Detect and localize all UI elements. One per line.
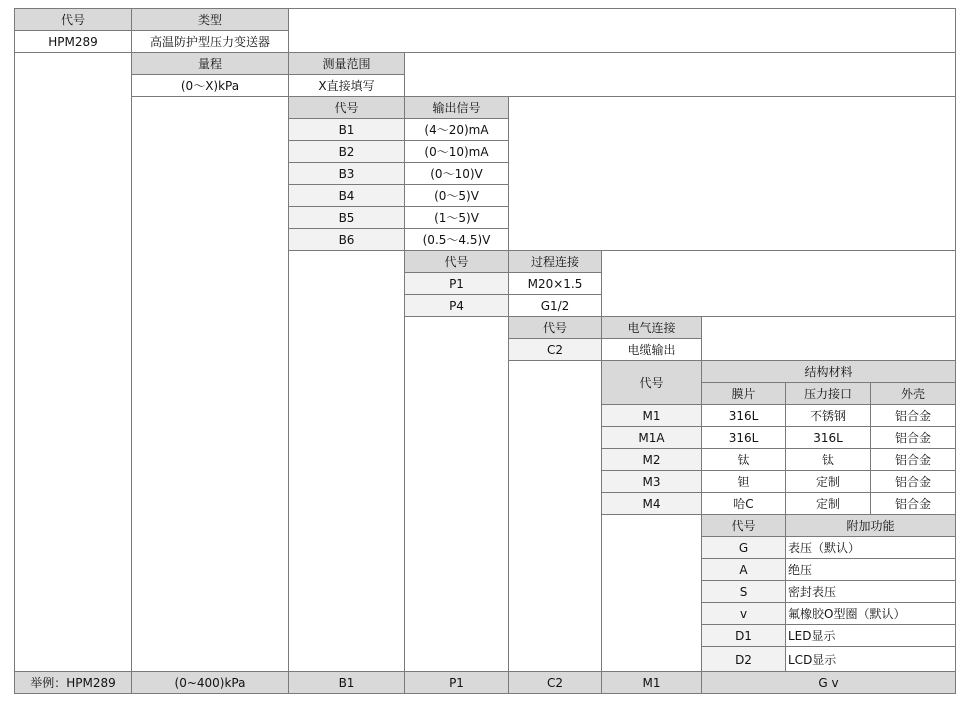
output-code-header: 代号 [288, 96, 405, 119]
output-code: B6 [288, 228, 405, 251]
empty-cell [288, 8, 956, 53]
pressure-port-header: 压力接口 [785, 382, 871, 405]
function-code-header: 代号 [701, 514, 786, 537]
output-code: B3 [288, 162, 405, 185]
process-code: P1 [404, 272, 509, 295]
diaphragm-value: 哈C [701, 492, 786, 515]
empty-cell [508, 96, 956, 251]
housing-header: 外壳 [870, 382, 956, 405]
output-signal: (0.5～4.5)V [404, 228, 509, 251]
empty-cell [601, 514, 702, 672]
material-code-header: 代号 [601, 360, 702, 405]
electrical-code-header: 代号 [508, 316, 602, 339]
electrical-conn: 电缆输出 [601, 338, 702, 361]
output-signal: (1～5)V [404, 206, 509, 229]
electrical-conn-header: 电气连接 [601, 316, 702, 339]
range-value: (0～X)kPa [131, 74, 289, 97]
material-code: M4 [601, 492, 702, 515]
pressure-port-value: 定制 [785, 492, 871, 515]
material-code: M1 [601, 404, 702, 427]
function-code: D2 [701, 646, 786, 673]
type-code-value: HPM289 [14, 30, 132, 53]
function-code: G [701, 536, 786, 559]
function-desc: 密封表压 [785, 580, 956, 603]
diaphragm-value: 钛 [701, 448, 786, 471]
diaphragm-value: 316L [701, 426, 786, 449]
housing-value: 铝合金 [870, 470, 956, 493]
process-code: P4 [404, 294, 509, 317]
output-signal-header: 输出信号 [404, 96, 509, 119]
material-code: M2 [601, 448, 702, 471]
process-conn-header: 过程连接 [508, 250, 602, 273]
material-code: M1A [601, 426, 702, 449]
function-code: v [701, 602, 786, 625]
diaphragm-value: 钽 [701, 470, 786, 493]
empty-cell [404, 52, 956, 97]
type-name-header: 类型 [131, 8, 289, 31]
example-function: G v [701, 671, 956, 694]
output-signal: (0～10)V [404, 162, 509, 185]
type-code-header: 代号 [14, 8, 132, 31]
example-electrical: C2 [508, 671, 602, 694]
example-process: P1 [404, 671, 509, 694]
function-header: 附加功能 [785, 514, 956, 537]
empty-cell [404, 316, 509, 672]
pressure-port-value: 定制 [785, 470, 871, 493]
process-conn: G1/2 [508, 294, 602, 317]
measure-range-header: 测量范围 [288, 52, 405, 75]
material-code: M3 [601, 470, 702, 493]
output-code: B4 [288, 184, 405, 207]
output-code: B1 [288, 118, 405, 141]
empty-cell [601, 250, 956, 317]
function-code: D1 [701, 624, 786, 647]
pressure-port-value: 钛 [785, 448, 871, 471]
housing-value: 铝合金 [870, 404, 956, 427]
function-desc: LCD显示 [785, 646, 956, 673]
process-code-header: 代号 [404, 250, 509, 273]
function-code: A [701, 558, 786, 581]
housing-value: 铝合金 [870, 448, 956, 471]
empty-cell [288, 250, 405, 672]
output-code: B5 [288, 206, 405, 229]
function-desc: 氟橡胶O型圈（默认） [785, 602, 956, 625]
output-signal: (0～5)V [404, 184, 509, 207]
example-range: (0~400)kPa [131, 671, 289, 694]
function-code: S [701, 580, 786, 603]
function-desc: LED显示 [785, 624, 956, 647]
output-signal: (0～10)mA [404, 140, 509, 163]
pressure-port-value: 316L [785, 426, 871, 449]
function-desc: 绝压 [785, 558, 956, 581]
empty-cell [131, 96, 289, 672]
measure-range-value: X直接填写 [288, 74, 405, 97]
empty-cell [508, 360, 602, 672]
output-signal: (4～20)mA [404, 118, 509, 141]
type-name-value: 高温防护型压力变送器 [131, 30, 289, 53]
output-code: B2 [288, 140, 405, 163]
electrical-code: C2 [508, 338, 602, 361]
example-output: B1 [288, 671, 405, 694]
empty-cell [14, 52, 132, 672]
range-header: 量程 [131, 52, 289, 75]
function-desc: 表压（默认） [785, 536, 956, 559]
housing-value: 铝合金 [870, 492, 956, 515]
example-label: 举例：HPM289 [14, 671, 132, 694]
pressure-port-value: 不锈钢 [785, 404, 871, 427]
example-material: M1 [601, 671, 702, 694]
empty-cell [701, 316, 956, 361]
housing-value: 铝合金 [870, 426, 956, 449]
material-group-header: 结构材料 [701, 360, 956, 383]
process-conn: M20×1.5 [508, 272, 602, 295]
diaphragm-value: 316L [701, 404, 786, 427]
diaphragm-header: 膜片 [701, 382, 786, 405]
